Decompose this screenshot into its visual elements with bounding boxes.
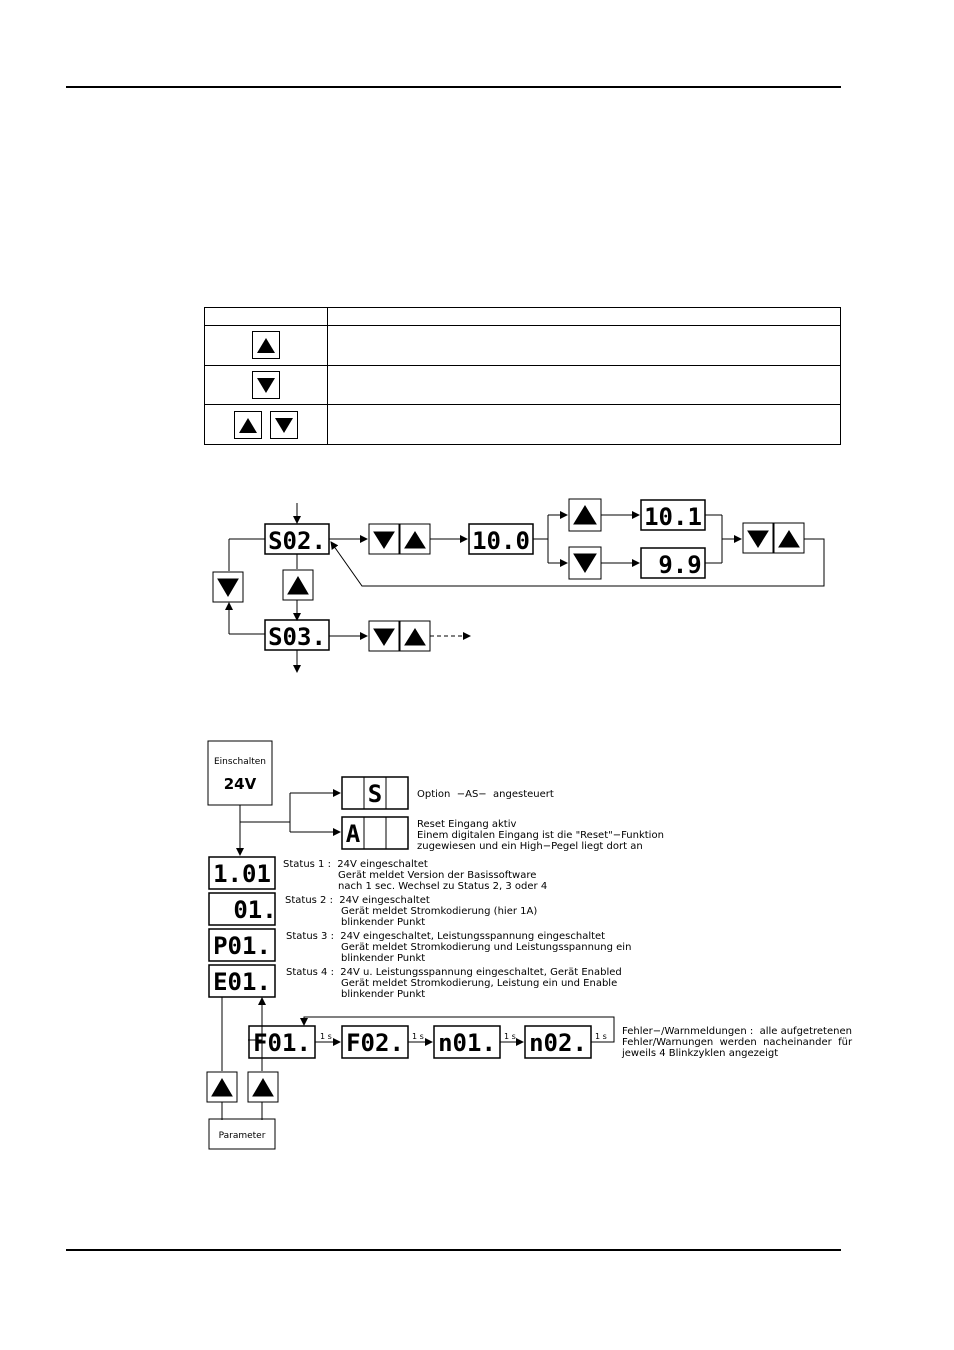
display-s03-text: S03. bbox=[268, 623, 326, 651]
display-err2-text: F02. bbox=[346, 1029, 404, 1057]
display-reset-text: A bbox=[345, 820, 361, 848]
up-key-icon bbox=[569, 499, 601, 531]
status1-text-1: Status 1 : 24V eingeschaltet bbox=[283, 859, 428, 870]
option-text: Option −AS− angesteuert bbox=[417, 789, 554, 800]
reset-text-2: Einem digitalen Eingang ist die "Reset"−Funktion bbox=[417, 830, 664, 841]
down-up-key-icon bbox=[369, 524, 430, 554]
status1-text-2: Gerät meldet Version der Basissoftware bbox=[338, 870, 537, 881]
error-text-1: Fehler−/Warnmeldungen : alle aufgetretenen bbox=[622, 1026, 852, 1037]
status4-text-3: blinkender Punkt bbox=[341, 989, 426, 1000]
parameter-box-label: Parameter bbox=[218, 1131, 266, 1141]
up-key-icon bbox=[283, 570, 313, 600]
display-value-up-text: 10.1 bbox=[644, 503, 702, 531]
down-key-icon bbox=[569, 547, 601, 579]
status2-text-1: Status 2 : 24V eingeschaltet bbox=[285, 895, 430, 906]
status3-text-2: Gerät meldet Stromkodierung und Leistungsspannung ein bbox=[341, 942, 632, 953]
status3-text-3: blinkender Punkt bbox=[341, 953, 426, 964]
display-status2-text: 01. bbox=[233, 896, 277, 924]
status1-text-3: nach 1 sec. Wechsel zu Status 2, 3 oder 4 bbox=[338, 881, 548, 892]
down-key-icon bbox=[213, 572, 243, 602]
display-status4-text: E01. bbox=[213, 968, 271, 996]
down-up-key-icon bbox=[743, 523, 804, 553]
power-box-label: Einschalten bbox=[213, 757, 267, 767]
interval-label: 1 s bbox=[504, 1032, 516, 1041]
display-status1-text: 1.01 bbox=[213, 860, 271, 888]
power-box-voltage: 24V bbox=[223, 775, 257, 793]
display-s02-text: S02. bbox=[268, 527, 326, 555]
status2-text-2: Gerät meldet Stromkodierung (hier 1A) bbox=[341, 906, 538, 917]
up-key-icon bbox=[207, 1072, 237, 1102]
error-text-3: jeweils 4 Blinkzyklen angezeigt bbox=[622, 1048, 779, 1059]
status4-text-2: Gerät meldet Stromkodierung, Leistung ein und Enable bbox=[341, 978, 618, 989]
interval-label: 1 s bbox=[595, 1032, 607, 1041]
status4-text-1: Status 4 : 24V u. Leistungsspannung eingeschaltet, Gerät Enabled bbox=[286, 967, 622, 978]
display-warn1-text: n01. bbox=[438, 1029, 496, 1057]
error-text-2: Fehler/Warnungen werden nacheinander für bbox=[622, 1037, 853, 1048]
status3-text-1: Status 3 : 24V eingeschaltet, Leistungsspannung eingeschaltet bbox=[286, 931, 606, 942]
up-key-icon bbox=[248, 1072, 278, 1102]
power-box bbox=[208, 741, 272, 805]
down-up-key-icon bbox=[369, 621, 430, 651]
reset-text-3: zugewiesen und ein High−Pegel liegt dort an bbox=[417, 841, 643, 852]
display-option-text: S bbox=[367, 780, 383, 808]
reset-text-1: Reset Eingang aktiv bbox=[417, 819, 517, 830]
display-err1-text: F01. bbox=[253, 1029, 311, 1057]
status2-text-3: blinkender Punkt bbox=[341, 917, 426, 928]
interval-label: 1 s bbox=[412, 1032, 424, 1041]
interval-label: 1 s bbox=[320, 1032, 332, 1041]
display-warn2-text: n02. bbox=[529, 1029, 587, 1057]
display-value-text: 10.0 bbox=[472, 527, 530, 555]
display-status3-text: P01. bbox=[213, 932, 271, 960]
display-value-down-text: 9.9 bbox=[658, 551, 702, 579]
